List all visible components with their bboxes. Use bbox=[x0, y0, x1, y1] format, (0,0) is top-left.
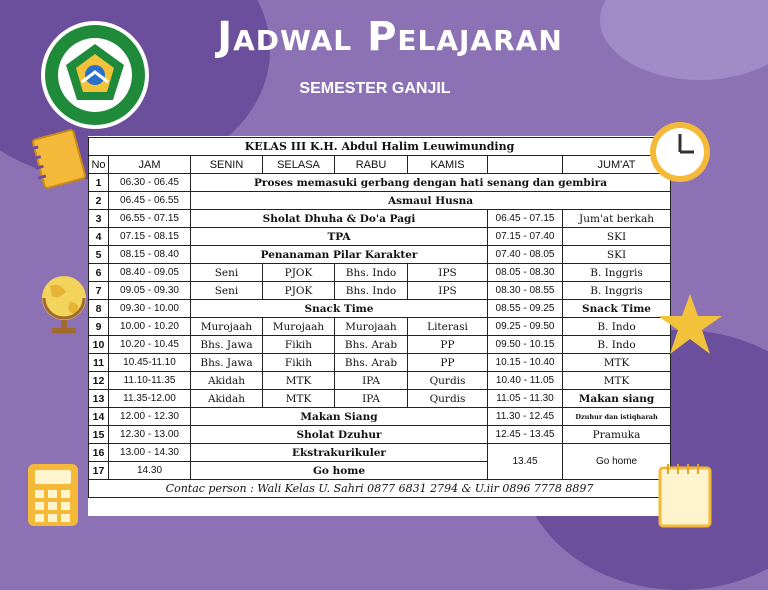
table-row bbox=[89, 264, 671, 282]
activity-cell: Penanaman Pilar Karakter bbox=[191, 246, 488, 264]
time-cell: 13.00 - 14.30 bbox=[109, 444, 191, 462]
friday-time-cell: 08.30 - 08.55 bbox=[488, 282, 563, 300]
time-cell: 08.15 - 08.40 bbox=[109, 246, 191, 264]
friday-time-cell: 10.15 - 10.40 bbox=[488, 354, 563, 372]
friday-time-cell: 07.15 - 07.40 bbox=[488, 228, 563, 246]
time-cell: 10.00 - 10.20 bbox=[109, 318, 191, 336]
time-cell: 07.15 - 08.15 bbox=[109, 228, 191, 246]
friday-time-cell: 09.25 - 09.50 bbox=[488, 318, 563, 336]
kamis-cell: Qurdis bbox=[408, 372, 488, 390]
row-number: 13 bbox=[89, 390, 109, 408]
time-cell: 06.45 - 06.55 bbox=[109, 192, 191, 210]
row-number: 3 bbox=[89, 210, 109, 228]
time-cell: 10.45-11.10 bbox=[109, 354, 191, 372]
friday-time-cell: 08.05 - 08.30 bbox=[488, 264, 563, 282]
friday-subject-cell: B. Indo bbox=[563, 318, 671, 336]
table-row bbox=[89, 174, 671, 192]
row-number: 5 bbox=[89, 246, 109, 264]
row-number: 14 bbox=[89, 408, 109, 426]
senin-cell: Seni bbox=[191, 264, 263, 282]
time-cell: 08.40 - 09.05 bbox=[109, 264, 191, 282]
friday-subject-cell: Snack Time bbox=[563, 300, 671, 318]
selasa-cell: MTK bbox=[263, 390, 335, 408]
page-subtitle: SEMESTER GANJIL bbox=[299, 80, 451, 97]
senin-cell: Bhs. Jawa bbox=[191, 354, 263, 372]
clock-icon bbox=[648, 120, 712, 184]
column-header: SENIN bbox=[191, 156, 263, 174]
activity-cell: Proses memasuki gerbang dengan hati senang dan gembira bbox=[191, 174, 671, 192]
table-row bbox=[89, 444, 671, 462]
friday-subject-cell: Makan siang bbox=[563, 390, 671, 408]
friday-time-cell: 10.40 - 11.05 bbox=[488, 372, 563, 390]
rabu-cell: Bhs. Indo bbox=[335, 264, 408, 282]
contact-row bbox=[89, 480, 671, 498]
friday-time-cell: 13.45 bbox=[488, 444, 563, 480]
friday-time-cell: 11.30 - 12.45 bbox=[488, 408, 563, 426]
time-cell: 12.30 - 13.00 bbox=[109, 426, 191, 444]
time-cell: 14.30 bbox=[109, 462, 191, 480]
senin-cell: Seni bbox=[191, 282, 263, 300]
kamis-cell: IPS bbox=[408, 264, 488, 282]
page-title: Jadwal Pelajaran bbox=[217, 14, 563, 60]
header-row bbox=[89, 156, 671, 174]
activity-cell: Makan Siang bbox=[191, 408, 488, 426]
table-row bbox=[89, 372, 671, 390]
senin-cell: Murojaah bbox=[191, 318, 263, 336]
time-cell: 12.00 - 12.30 bbox=[109, 408, 191, 426]
rabu-cell: Murojaah bbox=[335, 318, 408, 336]
star-icon bbox=[656, 292, 724, 356]
activity-cell: Go home bbox=[191, 462, 488, 480]
column-header bbox=[488, 156, 563, 174]
table-row bbox=[89, 246, 671, 264]
school-emblem-logo bbox=[40, 20, 150, 130]
row-number: 6 bbox=[89, 264, 109, 282]
row-number: 15 bbox=[89, 426, 109, 444]
contact-person: Contac person : Wali Kelas U. Sahri 0877 6831 2794 & U.iir 0896 7778 8897 bbox=[89, 480, 671, 498]
selasa-cell: Fikih bbox=[263, 336, 335, 354]
column-header: SELASA bbox=[263, 156, 335, 174]
globe-icon bbox=[36, 272, 96, 336]
table-row bbox=[89, 210, 671, 228]
table-row bbox=[89, 228, 671, 246]
bg-blob bbox=[600, 0, 768, 80]
friday-subject-cell: SKI bbox=[563, 246, 671, 264]
row-number: 16 bbox=[89, 444, 109, 462]
friday-time-cell: 12.45 - 13.45 bbox=[488, 426, 563, 444]
time-cell: 09.30 - 10.00 bbox=[109, 300, 191, 318]
friday-time-cell: 07.40 - 08.05 bbox=[488, 246, 563, 264]
table-row bbox=[89, 408, 671, 426]
row-number: 17 bbox=[89, 462, 109, 480]
time-cell: 11.35-12.00 bbox=[109, 390, 191, 408]
kamis-cell: IPS bbox=[408, 282, 488, 300]
activity-cell: Sholat Dzuhur bbox=[191, 426, 488, 444]
activity-cell: Asmaul Husna bbox=[191, 192, 671, 210]
notebook-icon bbox=[28, 128, 90, 190]
column-header: JUM'AT bbox=[563, 156, 671, 174]
time-cell: 11.10-11.35 bbox=[109, 372, 191, 390]
column-header: KAMIS bbox=[408, 156, 488, 174]
row-number: 11 bbox=[89, 354, 109, 372]
row-number: 8 bbox=[89, 300, 109, 318]
activity-cell: Snack Time bbox=[191, 300, 488, 318]
table-row bbox=[89, 426, 671, 444]
table-row bbox=[89, 336, 671, 354]
selasa-cell: PJOK bbox=[263, 264, 335, 282]
table-row bbox=[89, 354, 671, 372]
table-row bbox=[89, 192, 671, 210]
row-number: 1 bbox=[89, 174, 109, 192]
row-number: 10 bbox=[89, 336, 109, 354]
kamis-cell: PP bbox=[408, 336, 488, 354]
friday-time-cell: 11.05 - 11.30 bbox=[488, 390, 563, 408]
kamis-cell: PP bbox=[408, 354, 488, 372]
friday-subject-cell: SKI bbox=[563, 228, 671, 246]
friday-time-cell: 09.50 - 10.15 bbox=[488, 336, 563, 354]
activity-cell: TPA bbox=[191, 228, 488, 246]
senin-cell: Bhs. Jawa bbox=[191, 336, 263, 354]
rabu-cell: IPA bbox=[335, 372, 408, 390]
senin-cell: Akidah bbox=[191, 390, 263, 408]
friday-subject-cell: Go home bbox=[563, 444, 671, 480]
table-row bbox=[89, 390, 671, 408]
friday-subject-cell: MTK bbox=[563, 354, 671, 372]
senin-cell: Akidah bbox=[191, 372, 263, 390]
calculator-icon bbox=[26, 462, 80, 528]
row-number: 7 bbox=[89, 282, 109, 300]
table-row bbox=[89, 300, 671, 318]
friday-subject-cell: B. Indo bbox=[563, 336, 671, 354]
class-name: KELAS III K.H. Abdul Halim Leuwimunding bbox=[89, 138, 671, 156]
kamis-cell: Literasi bbox=[408, 318, 488, 336]
rabu-cell: Bhs. Arab bbox=[335, 336, 408, 354]
rabu-cell: IPA bbox=[335, 390, 408, 408]
column-header: RABU bbox=[335, 156, 408, 174]
column-header: JAM bbox=[109, 156, 191, 174]
row-number: 9 bbox=[89, 318, 109, 336]
rabu-cell: Bhs. Indo bbox=[335, 282, 408, 300]
row-number: 12 bbox=[89, 372, 109, 390]
row-number: 4 bbox=[89, 228, 109, 246]
row-number: 2 bbox=[89, 192, 109, 210]
friday-subject-cell: Dzuhur dan istiqharah bbox=[563, 408, 671, 426]
selasa-cell: Murojaah bbox=[263, 318, 335, 336]
rabu-cell: Bhs. Arab bbox=[335, 354, 408, 372]
selasa-cell: Fikih bbox=[263, 354, 335, 372]
friday-subject-cell: B. Inggris bbox=[563, 264, 671, 282]
schedule-table bbox=[88, 137, 671, 498]
table-row bbox=[89, 318, 671, 336]
selasa-cell: PJOK bbox=[263, 282, 335, 300]
time-cell: 09.05 - 09.30 bbox=[109, 282, 191, 300]
activity-cell: Sholat Dhuha & Do'a Pagi bbox=[191, 210, 488, 228]
selasa-cell: MTK bbox=[263, 372, 335, 390]
friday-subject-cell: Jum'at berkah bbox=[563, 210, 671, 228]
time-cell: 06.30 - 06.45 bbox=[109, 174, 191, 192]
friday-subject-cell: B. Inggris bbox=[563, 282, 671, 300]
friday-subject-cell: MTK bbox=[563, 372, 671, 390]
time-cell: 10.20 - 10.45 bbox=[109, 336, 191, 354]
friday-time-cell: 06.45 - 07.15 bbox=[488, 210, 563, 228]
class-name-row bbox=[89, 138, 671, 156]
friday-time-cell: 08.55 - 09.25 bbox=[488, 300, 563, 318]
friday-subject-cell: Pramuka bbox=[563, 426, 671, 444]
column-header: No bbox=[89, 156, 109, 174]
table-row bbox=[89, 282, 671, 300]
time-cell: 06.55 - 07.15 bbox=[109, 210, 191, 228]
activity-cell: Ekstrakurikuler bbox=[191, 444, 488, 462]
kamis-cell: Qurdis bbox=[408, 390, 488, 408]
notepad-icon bbox=[656, 460, 714, 530]
